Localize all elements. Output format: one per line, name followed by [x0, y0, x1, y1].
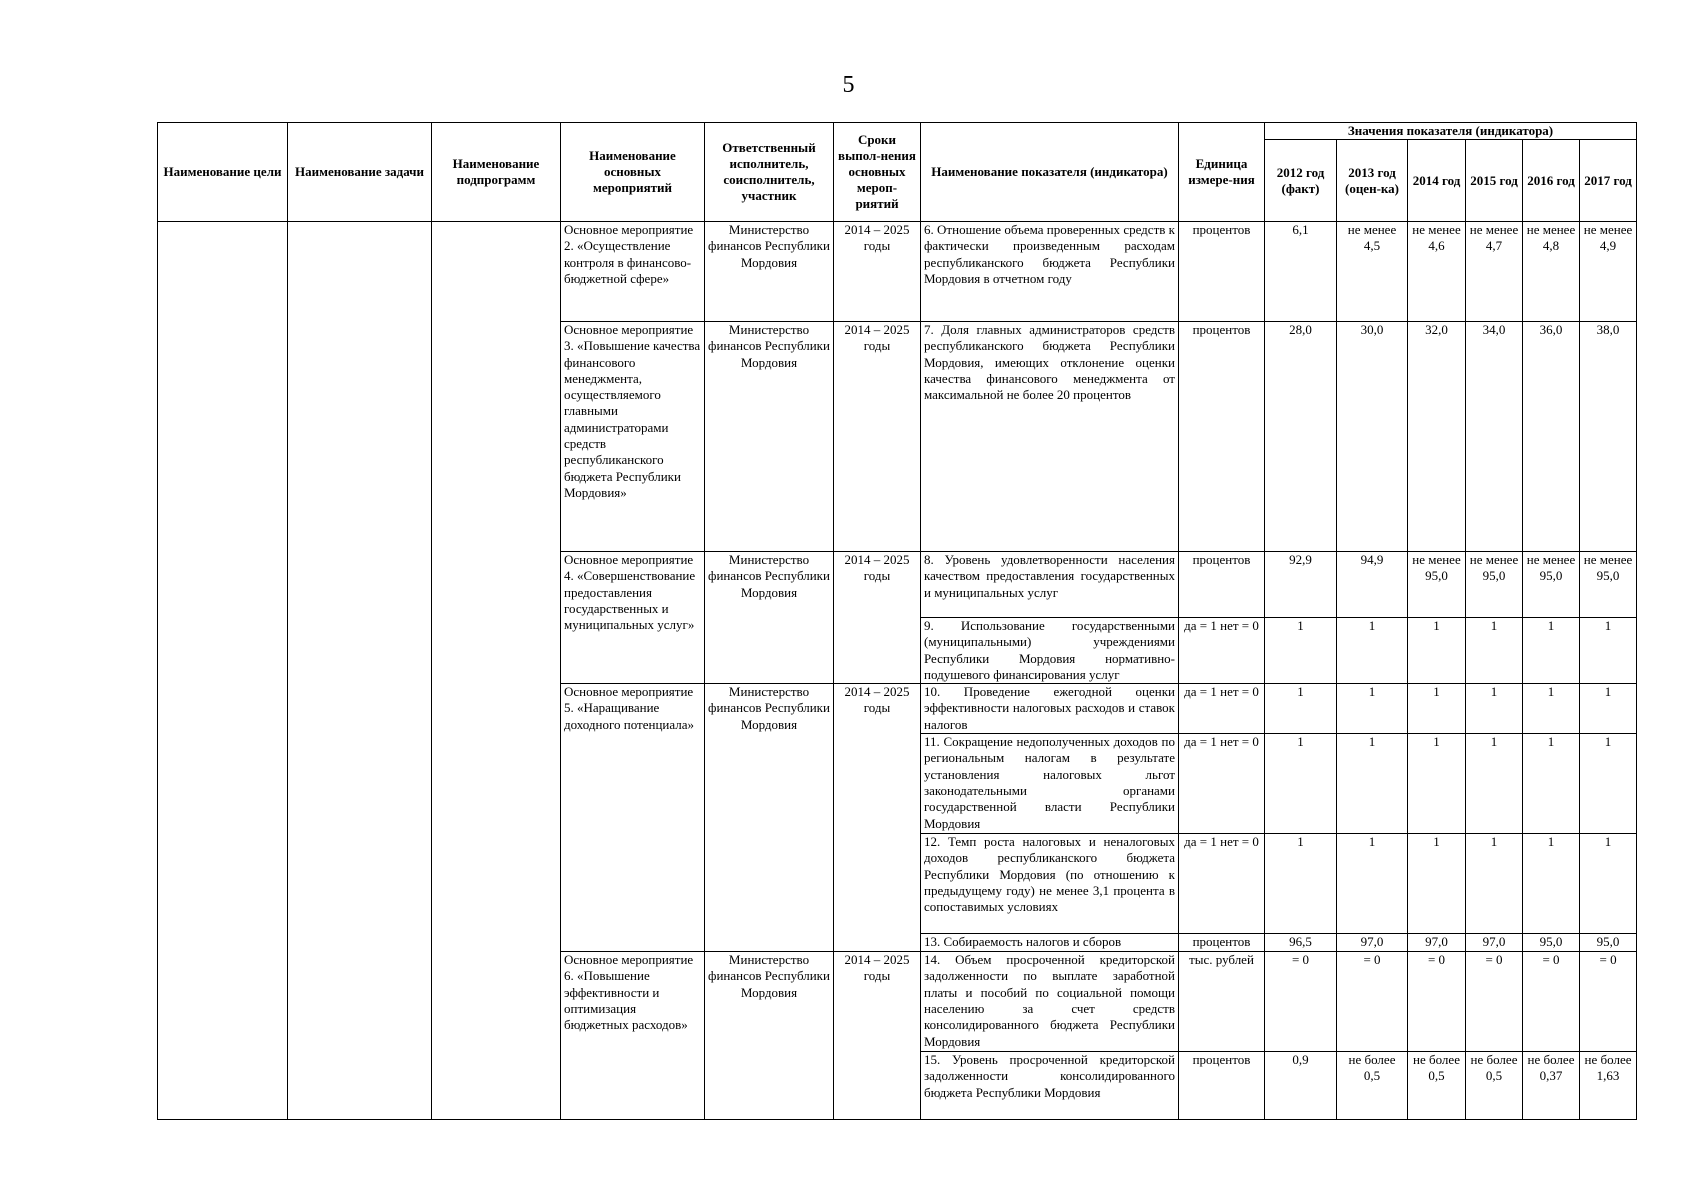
indicator-unit: да = 1 нет = 0 [1179, 684, 1265, 734]
indicator-value: 1 [1408, 834, 1466, 934]
indicator-value: 1 [1580, 734, 1637, 834]
indicator-value: = 0 [1580, 952, 1637, 1052]
indicator-value: 1 [1580, 618, 1637, 684]
activity-name: Основное мероприятие 2. «Осуществление контроля в финансово-бюджетной сфере» [561, 222, 705, 322]
activity-executor: Министерство финансов Республики Мордовия [705, 684, 834, 952]
indicator-value: не менее 4,7 [1466, 222, 1523, 322]
indicator-unit: тыс. рублей [1179, 952, 1265, 1052]
indicator-value: 97,0 [1337, 934, 1408, 952]
header-year: 2013 год (оцен-ка) [1337, 140, 1408, 222]
indicator-value: 1 [1523, 618, 1580, 684]
indicator-value: 1 [1523, 684, 1580, 734]
indicator-value: 97,0 [1408, 934, 1466, 952]
indicator-value: 1 [1408, 618, 1466, 684]
indicator-name: 13. Собираемость налогов и сборов [921, 934, 1179, 952]
table-row [158, 222, 1637, 322]
indicator-value: 1 [1523, 834, 1580, 934]
activity-name: Основное мероприятие 5. «Наращивание доходного потенциала» [561, 684, 705, 952]
empty-task-cell [288, 222, 432, 1120]
indicator-value: не менее 4,9 [1580, 222, 1637, 322]
indicator-value: 92,9 [1265, 552, 1337, 618]
indicator-value: не менее 95,0 [1580, 552, 1637, 618]
activity-executor: Министерство финансов Республики Мордовия [705, 952, 834, 1120]
indicator-value: 1 [1466, 684, 1523, 734]
indicator-value: 1 [1337, 684, 1408, 734]
indicator-value: 30,0 [1337, 322, 1408, 552]
empty-subprogram-cell [432, 222, 561, 1120]
header-indicator: Наименование показателя (индикатора) [921, 123, 1179, 222]
indicator-value: не менее 4,5 [1337, 222, 1408, 322]
indicator-name: 9. Использование государственными (муниципальными) учреждениями Республики Мордовия нормативно-подушевого финансирования услуг [921, 618, 1179, 684]
indicator-value: 97,0 [1466, 934, 1523, 952]
indicator-value: не менее 95,0 [1523, 552, 1580, 618]
table-body [158, 222, 1637, 1120]
indicator-value: 1 [1408, 684, 1466, 734]
header-unit: Единица измере-ния [1179, 123, 1265, 222]
indicator-name: 14. Объем просроченной кредиторской задолженности по выплате заработной платы и пособий по социальной помощи населению за счет средств консолидированного бюджета Республики Мордовия [921, 952, 1179, 1052]
indicator-value: 1 [1466, 618, 1523, 684]
empty-goal-cell [158, 222, 288, 1120]
indicator-value: не более 0,5 [1337, 1052, 1408, 1120]
indicator-name: 11. Сокращение недополученных доходов по региональным налогам в результате установления налоговых льгот законодательными органами государственной власти Республики Мордовия [921, 734, 1179, 834]
indicator-value: не более 0,5 [1408, 1052, 1466, 1120]
indicator-value: не менее 4,8 [1523, 222, 1580, 322]
header-subprogram: Наименование подпрограмм [432, 123, 561, 222]
indicator-unit: процентов [1179, 552, 1265, 618]
header-values-group: Значения показателя (индикатора) [1265, 123, 1637, 140]
indicator-value: 95,0 [1523, 934, 1580, 952]
indicator-unit: процентов [1179, 222, 1265, 322]
indicator-value: 94,9 [1337, 552, 1408, 618]
indicator-unit: да = 1 нет = 0 [1179, 734, 1265, 834]
indicator-value: не более 0,37 [1523, 1052, 1580, 1120]
indicator-unit: да = 1 нет = 0 [1179, 834, 1265, 934]
indicator-value: = 0 [1466, 952, 1523, 1052]
indicator-name: 10. Проведение ежегодной оценки эффективности налоговых расходов и ставок налогов [921, 684, 1179, 734]
header-year: 2016 год [1523, 140, 1580, 222]
indicator-value: 0,9 [1265, 1052, 1337, 1120]
indicator-name: 6. Отношение объема проверенных средств к фактически произведенным расходам республиканского бюджета Республики Мордовия в отчетном году [921, 222, 1179, 322]
header-executor: Ответственный исполнитель, соисполнитель, участник [705, 123, 834, 222]
indicator-value: не менее 4,6 [1408, 222, 1466, 322]
indicator-value: не более 1,63 [1580, 1052, 1637, 1120]
activity-name: Основное мероприятие 4. «Совершенствование предоставления государственных и муниципальных услуг» [561, 552, 705, 684]
activity-name: Основное мероприятие 6. «Повышение эффективности и оптимизация бюджетных расходов» [561, 952, 705, 1120]
indicator-value: 6,1 [1265, 222, 1337, 322]
indicator-unit: процентов [1179, 1052, 1265, 1120]
indicator-value: 1 [1408, 734, 1466, 834]
indicator-value: 1 [1466, 834, 1523, 934]
page-number: 5 [842, 72, 855, 98]
indicator-value: 1 [1265, 684, 1337, 734]
header-year: 2017 год [1580, 140, 1637, 222]
indicator-name: 15. Уровень просроченной кредиторской задолженности консолидированного бюджета Республики Мордовия [921, 1052, 1179, 1120]
header-activity: Наименование основных мероприятий [561, 123, 705, 222]
indicator-value: 95,0 [1580, 934, 1637, 952]
indicator-unit: процентов [1179, 934, 1265, 952]
activity-period: 2014 – 2025 годы [834, 952, 921, 1120]
indicator-value: 1 [1337, 734, 1408, 834]
indicator-value: 36,0 [1523, 322, 1580, 552]
header-task: Наименование задачи [288, 123, 432, 222]
indicator-value: 34,0 [1466, 322, 1523, 552]
indicator-value: = 0 [1523, 952, 1580, 1052]
indicator-value: не менее 95,0 [1408, 552, 1466, 618]
activity-period: 2014 – 2025 годы [834, 222, 921, 322]
indicator-value: 96,5 [1265, 934, 1337, 952]
activity-period: 2014 – 2025 годы [834, 322, 921, 552]
indicator-table [157, 122, 1637, 1120]
header-goal: Наименование цели [158, 123, 288, 222]
indicator-unit: да = 1 нет = 0 [1179, 618, 1265, 684]
activity-executor: Министерство финансов Республики Мордовия [705, 322, 834, 552]
indicator-value: 1 [1337, 834, 1408, 934]
indicator-value: 1 [1580, 684, 1637, 734]
indicator-value: 38,0 [1580, 322, 1637, 552]
indicator-value: 32,0 [1408, 322, 1466, 552]
indicator-unit: процентов [1179, 322, 1265, 552]
indicator-name: 12. Темп роста налоговых и неналоговых доходов республиканского бюджета Республики Мордовия (по отношению к предыдущему году) не менее 3,1 процента в сопоставимых условиях [921, 834, 1179, 934]
indicator-value: не более 0,5 [1466, 1052, 1523, 1120]
indicator-value: 1 [1466, 734, 1523, 834]
indicator-value: 1 [1337, 618, 1408, 684]
indicator-value: 1 [1580, 834, 1637, 934]
header-year: 2012 год (факт) [1265, 140, 1337, 222]
indicator-name: 8. Уровень удовлетворенности населения качеством предоставления государственных и муниципальных услуг [921, 552, 1179, 618]
activity-executor: Министерство финансов Республики Мордовия [705, 222, 834, 322]
indicator-value: = 0 [1408, 952, 1466, 1052]
indicator-value: не менее 95,0 [1466, 552, 1523, 618]
indicator-value: 1 [1523, 734, 1580, 834]
header-period: Сроки выпол-нения основных мероп-риятий [834, 123, 921, 222]
indicator-value: = 0 [1337, 952, 1408, 1052]
indicator-value: 28,0 [1265, 322, 1337, 552]
activity-executor: Министерство финансов Республики Мордовия [705, 552, 834, 684]
header-year: 2015 год [1466, 140, 1523, 222]
indicator-value: = 0 [1265, 952, 1337, 1052]
activity-period: 2014 – 2025 годы [834, 552, 921, 684]
indicator-name: 7. Доля главных администраторов средств республиканского бюджета Республики Мордовия, имеющих отклонение оценки качества финансового менеджмента от максимальной не более 20 процентов [921, 322, 1179, 552]
header-year: 2014 год [1408, 140, 1466, 222]
indicator-value: 1 [1265, 734, 1337, 834]
indicator-value: 1 [1265, 834, 1337, 934]
activity-period: 2014 – 2025 годы [834, 684, 921, 952]
activity-name: Основное мероприятие 3. «Повышение качества финансового менеджмента, осуществляемого главными администраторами средств республиканского бюджета Республики Мордовия» [561, 322, 705, 552]
indicator-value: 1 [1265, 618, 1337, 684]
